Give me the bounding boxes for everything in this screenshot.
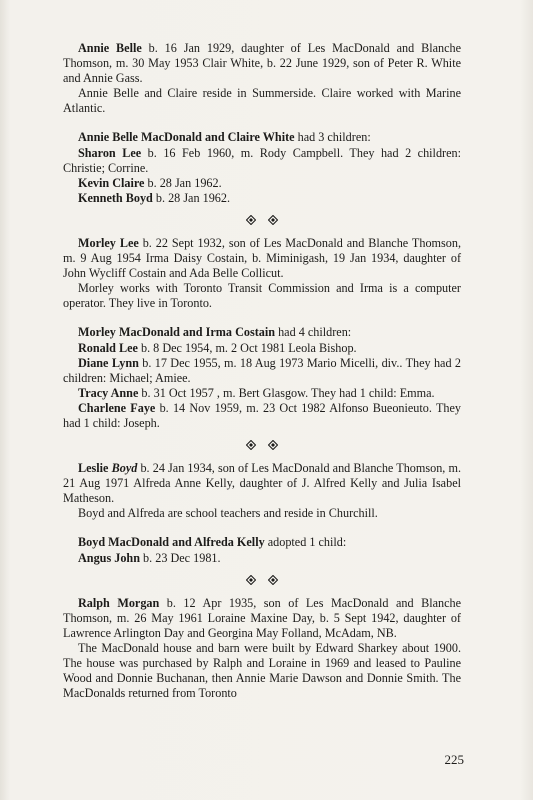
- diamond-ornament-icon: [246, 215, 256, 225]
- child-text: b. 31 Oct 1957 , m. Bert Glasgow. They had 1 child: Emma.: [138, 385, 435, 400]
- child-text: b. 17 Dec 1955, m. 18 Aug 1973 Mario Micelli, div.. They had 2 children: Michael; Amiee.: [63, 355, 462, 385]
- diamond-ornament-icon: [246, 440, 256, 450]
- children-heading: [63, 130, 461, 145]
- child-name: Sharon Lee: [78, 145, 142, 160]
- entry-annie-belle: [63, 41, 461, 86]
- child-text: b. 16 Feb 1960, m. Rody Campbell. They had 2 children: Christie; Corrine.: [63, 145, 461, 175]
- entry-text: b. 12 Apr 1935, son of Les MacDonald and Blanche Thomson, m. 26 May 1961 Loraine Maxine Day, b. 5 Sept 1942, daughter of Lawrence Arlington Day and Georgina May Folland, McAdam, NB.: [63, 595, 461, 640]
- children-heading: [63, 325, 461, 340]
- child-name: Charlene Faye: [78, 400, 156, 415]
- diamond-ornament-icon: [268, 440, 278, 450]
- diamond-ornament-icon: [246, 575, 256, 585]
- child-text: b. 8 Dec 1954, m. 2 Oct 1981 Leola Bishop.: [137, 340, 357, 355]
- person-name: Ralph Morgan: [78, 595, 160, 610]
- child-entry: [63, 191, 461, 206]
- section-separator: [63, 212, 461, 226]
- children-count-text: had 4 children:: [275, 325, 352, 340]
- child-entry: [63, 176, 461, 191]
- child-name: Tracy Anne: [78, 385, 139, 400]
- entry-ralph-morgan: [63, 596, 461, 641]
- child-entry: [63, 551, 461, 566]
- page-number: 225: [444, 752, 464, 767]
- person-name: Morley Lee: [78, 235, 139, 250]
- children-count-text: had 3 children:: [294, 130, 371, 145]
- entry-text: b. 16 Jan 1929, daughter of Les MacDonald and Blanche Thomson, m. 30 May 1953 Clair White, b. 22 June 1929, son of Peter R. White and Annie Gass.: [63, 41, 462, 86]
- child-text: b. 14 Nov 1959, m. 23 Oct 1982 Alfonso Bueonieuto. They had 1 child: Joseph.: [63, 400, 461, 430]
- person-name: Annie Belle: [78, 41, 142, 55]
- couple-names: Boyd MacDonald and Alfreda Kelly: [78, 535, 265, 550]
- child-entry: [63, 356, 461, 386]
- section-separator: [63, 437, 461, 451]
- child-name: Kevin Claire: [78, 175, 145, 190]
- entry-note: The MacDonald house and barn were built by Edward Sharkey about 1900. The house was purchased by Ralph and Loraine in 1969 and leased to Pauline Wood and Donnie Buchanan, then Annie Marie Dawson and Donnie Smith. The MacDonalds returned from Toronto: [63, 640, 461, 701]
- entry-note: Boyd and Alfreda are school teachers and reside in Churchill.: [78, 506, 378, 521]
- children-heading: [63, 535, 461, 550]
- child-entry: [63, 146, 461, 176]
- child-name: Diane Lynn: [78, 355, 139, 370]
- child-text: b. 28 Jan 1962.: [144, 175, 222, 190]
- couple-names: Annie Belle MacDonald and Claire White: [78, 130, 295, 145]
- entry-morley-lee: [63, 236, 461, 281]
- child-entry: [63, 386, 461, 401]
- diamond-ornament-icon: [268, 215, 278, 225]
- entry-leslie-boyd: [63, 461, 461, 506]
- person-name-italic: Boyd: [111, 461, 138, 476]
- entry-note: Annie Belle and Claire reside in Summerside. Claire worked with Marine Atlantic.: [63, 86, 461, 116]
- child-name: Ronald Lee: [78, 340, 138, 355]
- children-count-text: adopted 1 child:: [264, 535, 347, 550]
- entry-note: Morley works with Toronto Transit Commission and Irma is a computer operator. They live in Toronto.: [63, 281, 461, 311]
- couple-names: Morley MacDonald and Irma Costain: [78, 325, 276, 340]
- diamond-ornament-icon: [268, 575, 278, 585]
- child-name: Angus John: [78, 550, 140, 565]
- child-text: b. 23 Dec 1981.: [140, 550, 221, 565]
- person-name: Leslie: [78, 461, 112, 476]
- child-name: Kenneth Boyd: [78, 190, 153, 205]
- entry-text: b. 24 Jan 1934, son of Les MacDonald and Blanche Thomson, m. 21 Aug 1971 Alfreda Anne Kelly, daughter of J. Alfred Kelly and Julia Isabel Matheson.: [63, 461, 461, 506]
- child-entry: [63, 341, 461, 356]
- section-separator: [63, 572, 461, 586]
- child-entry: [63, 401, 461, 431]
- entry-text: b. 22 Sept 1932, son of Les MacDonald and Blanche Thomson, m. 9 Aug 1954 Irma Daisy Costain, b. Miminigash, 19 Jan 1934, daughter of John Wycliff Costain and Ada Belle Collicut.: [63, 235, 462, 281]
- page-body: [63, 41, 461, 701]
- child-text: b. 28 Jan 1962.: [152, 190, 231, 205]
